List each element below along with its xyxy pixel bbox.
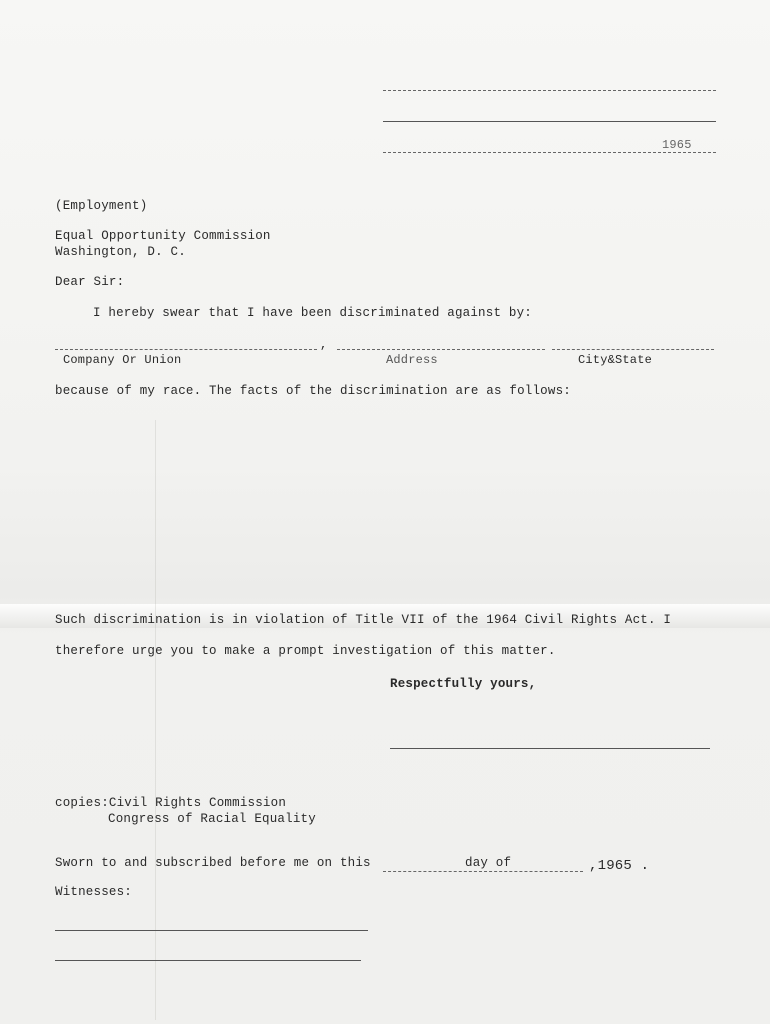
header-line-3 [383, 152, 716, 153]
sworn-statement: Sworn to and subscribed before me on this [55, 856, 371, 870]
comma: , [320, 338, 328, 352]
field-city-state-label: City&State [578, 353, 653, 367]
header-year: 1965 [662, 138, 692, 152]
witness-line-2 [55, 960, 361, 961]
header-line-1 [383, 90, 716, 91]
witnesses-label: Witnesses: [55, 885, 133, 899]
violation-line-1: Such discrimination is in violation of Title VII of the 1964 Civil Rights Act. I [55, 613, 672, 627]
signature-line [390, 748, 710, 749]
closing: Respectfully yours, [390, 677, 537, 691]
salutation: Dear Sir: [55, 275, 125, 289]
field-address-label: Address [386, 353, 438, 367]
sworn-year: ,1965 . [589, 858, 650, 874]
witness-line-1 [55, 930, 368, 931]
copies-second: Congress of Racial Equality [108, 812, 316, 826]
city-state-line [552, 349, 714, 350]
recipient-line-1: Equal Opportunity Commission [55, 229, 271, 243]
header-line-2 [383, 121, 716, 122]
violation-line-2: therefore urge you to make a prompt investigation of this matter. [55, 644, 556, 658]
recipient-line-2: Washington, D. C. [55, 245, 186, 259]
department-label: (Employment) [55, 199, 148, 213]
because-statement: because of my race. The facts of the discrimination are as follows: [55, 384, 571, 398]
copies-label: copies:Civil Rights Commission [55, 796, 287, 810]
sworn-day-label: day of [465, 856, 512, 870]
field-company-label: Company Or Union [63, 353, 182, 367]
sworn-date-line [383, 871, 583, 872]
address-line [337, 349, 545, 350]
company-line [55, 349, 317, 350]
oath-statement: I hereby swear that I have been discriminated against by: [93, 306, 532, 320]
